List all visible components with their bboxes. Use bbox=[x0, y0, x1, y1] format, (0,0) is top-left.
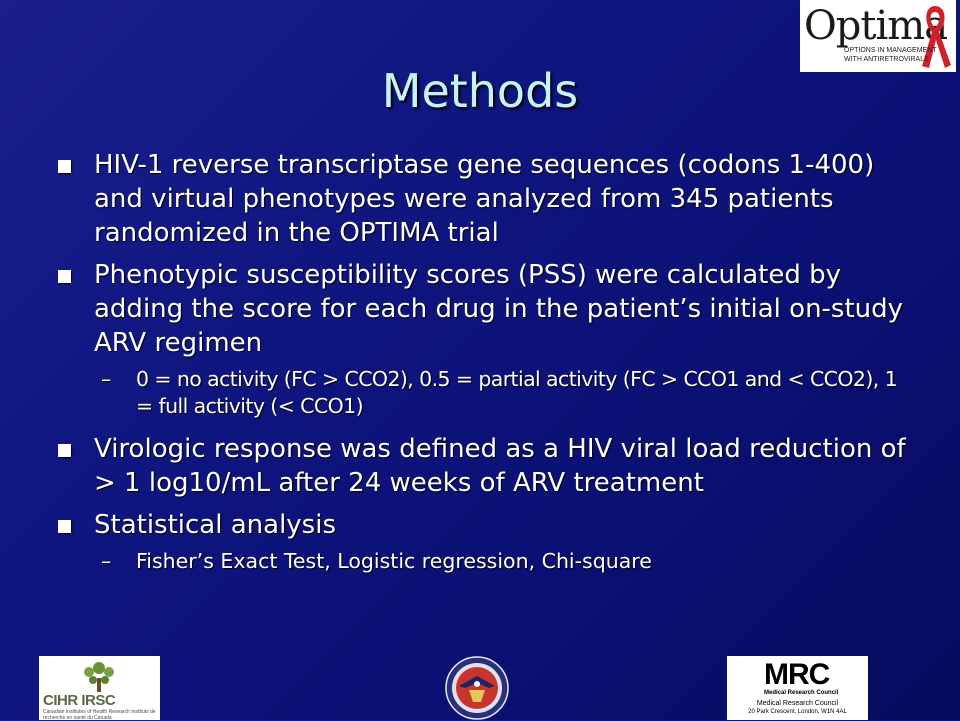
bullet-text: HIV-1 reverse transcriptase gene sequences (codons 1-400) and virtual phenotypes were analyzed from 345 patients randomized in the OPTIMA trial bbox=[94, 150, 875, 248]
slide-title: Methods bbox=[381, 64, 579, 118]
bullet-item bbox=[58, 148, 918, 250]
cihr-logo bbox=[39, 656, 160, 720]
mrc-logo-line: Medical Research Council bbox=[764, 690, 839, 696]
cihr-logo-text: CIHR IRSC bbox=[43, 692, 116, 709]
bullet-text: Statistical analysis bbox=[94, 510, 336, 540]
va-seal-logo bbox=[445, 656, 509, 720]
dash-bullet-icon: – bbox=[101, 367, 111, 391]
square-bullet-icon bbox=[58, 270, 71, 283]
cihr-logo-small-text: Canadian Institutes of Health Research Instituts de recherche en santé du Canada bbox=[43, 709, 156, 721]
mrc-logo-text: MRC bbox=[764, 658, 830, 691]
tree-people-icon bbox=[69, 658, 129, 694]
sub-bullet-item bbox=[58, 366, 918, 420]
bullet-list bbox=[58, 148, 918, 587]
square-bullet-icon bbox=[58, 444, 71, 457]
sub-bullet-text: 0 = no activity (FC > CCO2), 0.5 = partial activity (FC > CCO1 and < CCO2), 1 = full activity (< CCO1) bbox=[136, 367, 898, 418]
optima-logo-word: Optima bbox=[804, 3, 948, 49]
dash-bullet-icon: – bbox=[101, 549, 112, 573]
mrc-logo-line: Medical Research Council bbox=[756, 700, 839, 707]
bullet-text: Virologic response was defined as a HIV viral load reduction of > 1 log10/mL after 24 weeks of ARV treatment bbox=[94, 434, 906, 498]
mrc-logo bbox=[727, 656, 868, 720]
optima-logo-subtitle: OPTIONS IN MANAGEMENT WITH ANTIRETROVIRALS bbox=[844, 47, 937, 63]
square-bullet-icon bbox=[58, 160, 71, 173]
bullet-item bbox=[58, 508, 918, 542]
bullet-item bbox=[58, 432, 918, 500]
sub-bullet-text: Fisher’s Exact Test, Logistic regression, Chi-square bbox=[136, 549, 652, 573]
bullet-item bbox=[58, 258, 918, 360]
sub-bullet-item bbox=[58, 548, 918, 575]
square-bullet-icon bbox=[58, 520, 71, 533]
mrc-logo-address: 20 Park Crescent, London, W1N 4AL bbox=[748, 709, 847, 715]
bullet-text: Phenotypic susceptibility scores (PSS) were calculated by adding the score for each drug in the patient’s initial on-study ARV regimen bbox=[94, 260, 904, 358]
